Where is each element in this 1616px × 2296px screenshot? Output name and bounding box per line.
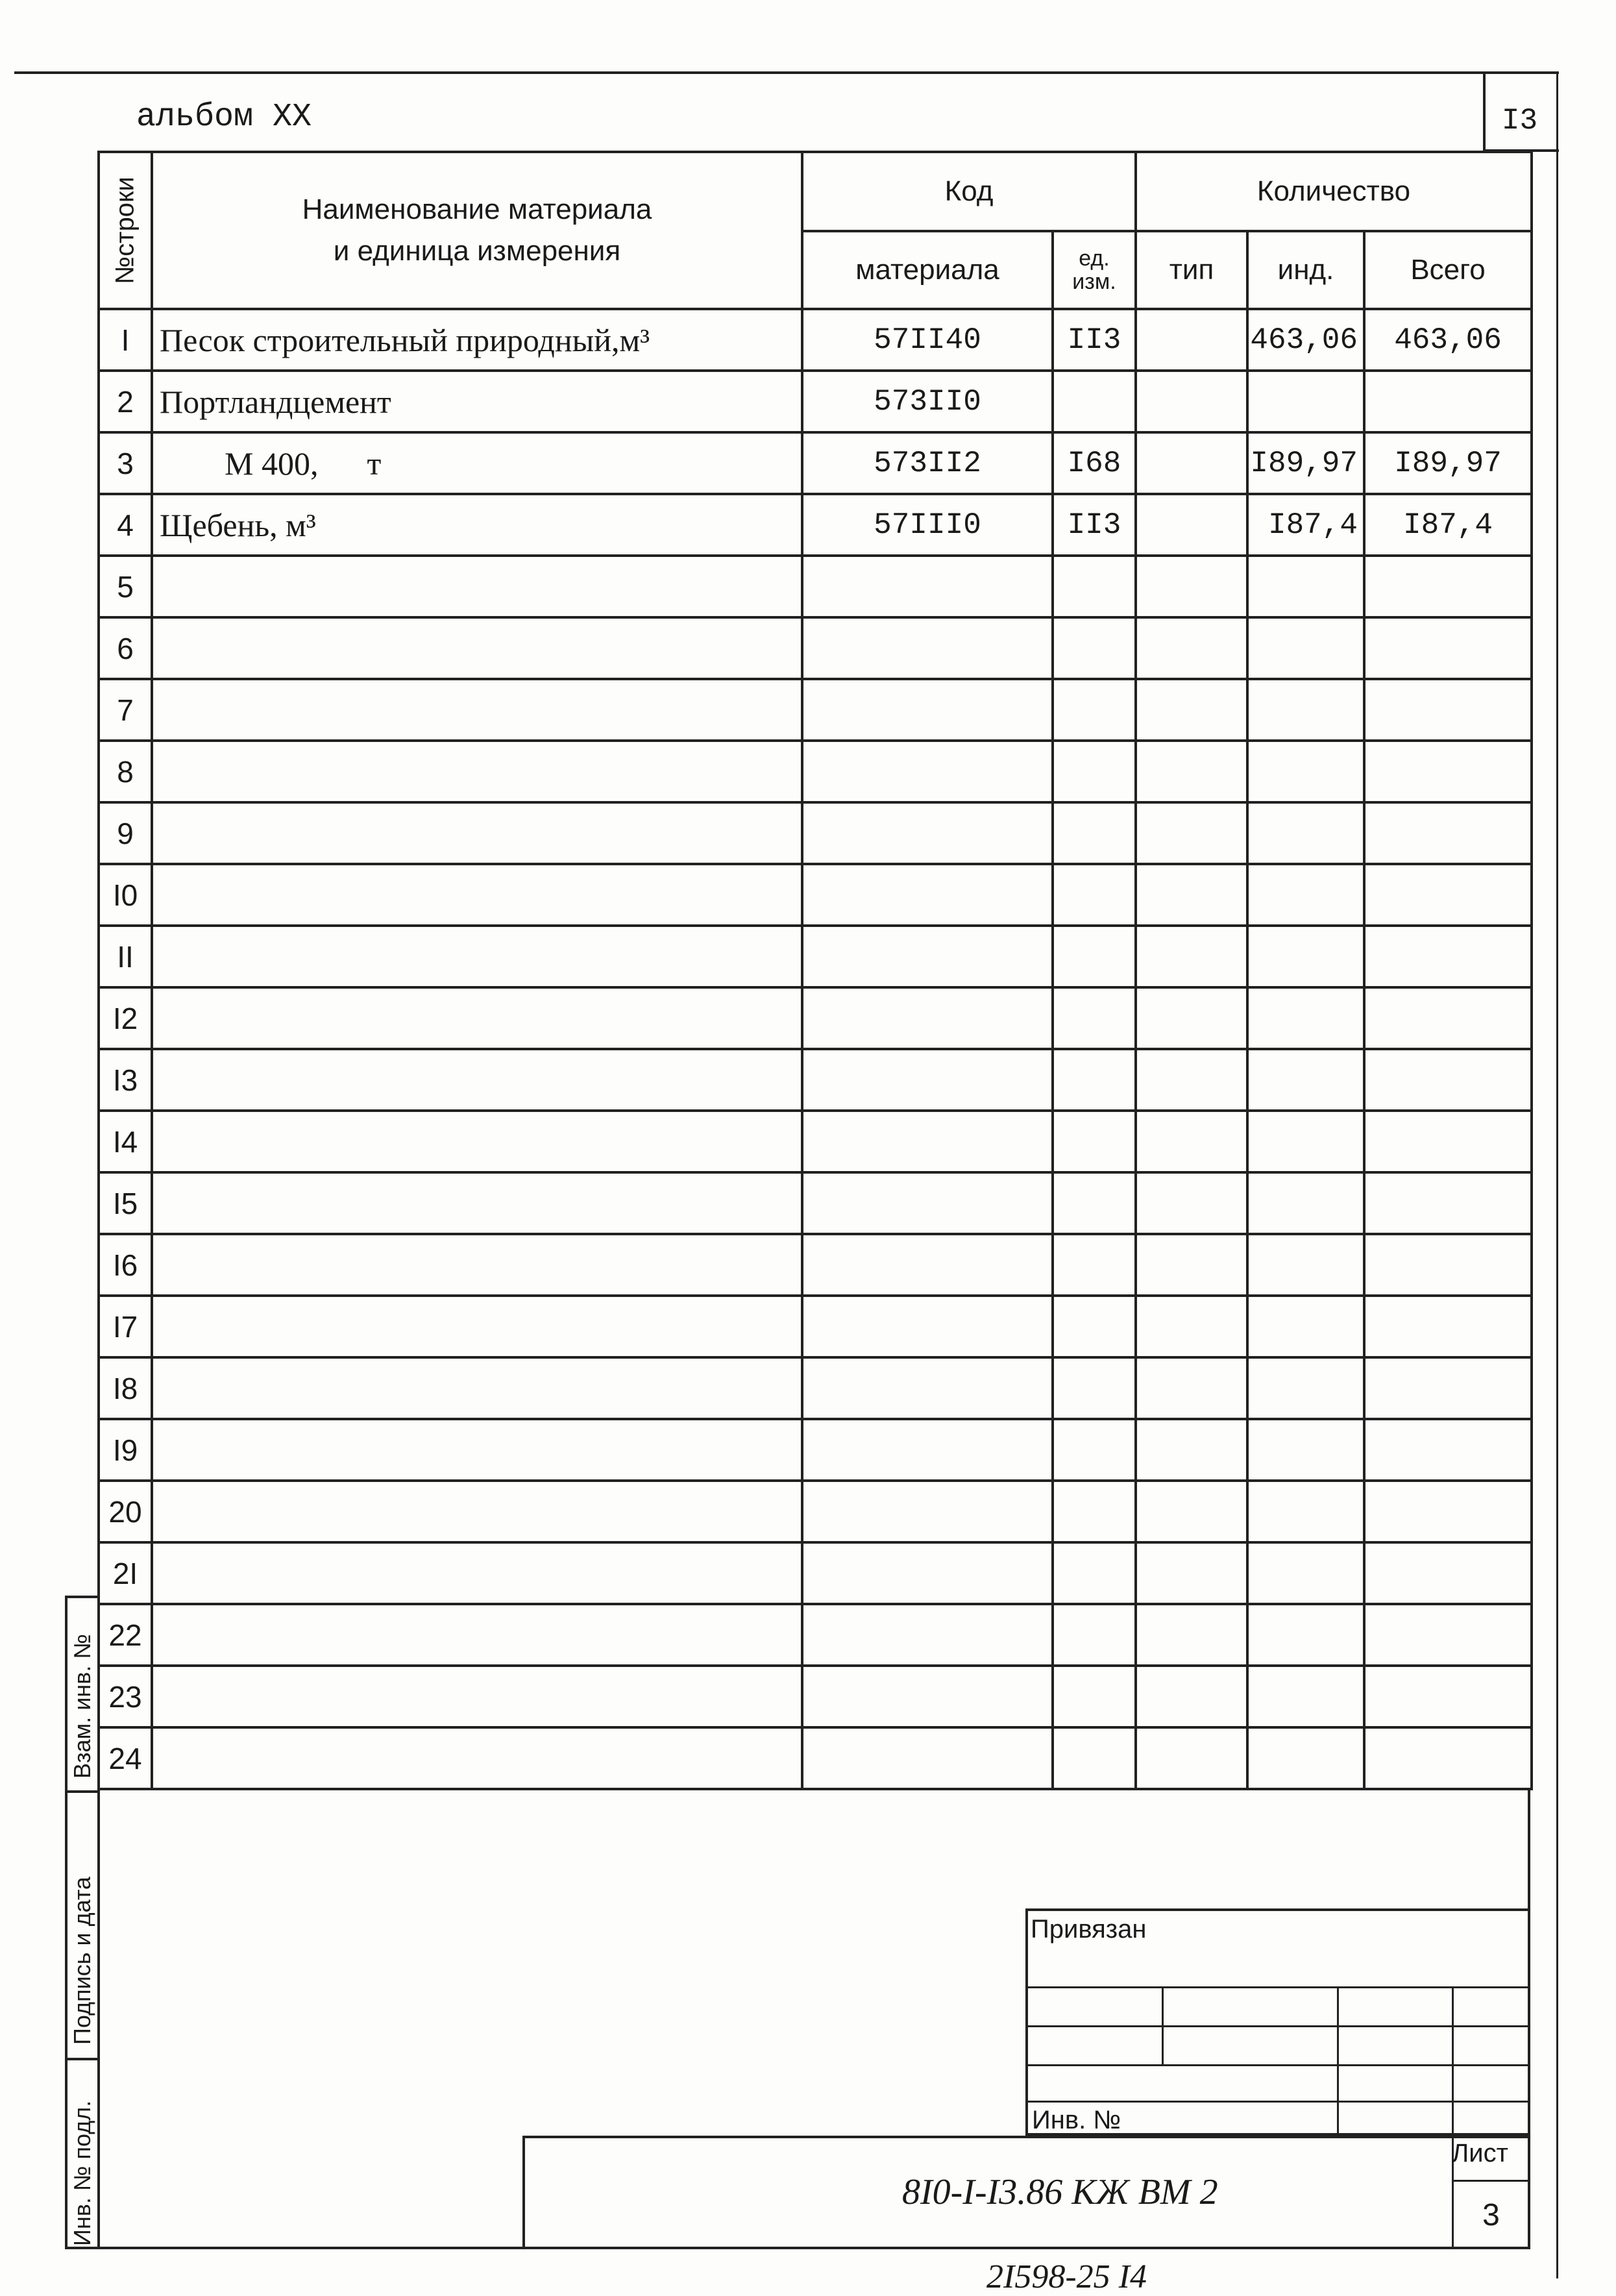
material-name-cell: Щебень, м³ bbox=[152, 494, 802, 556]
side-label-inv-podl: Инв. № подл. bbox=[69, 2100, 95, 2246]
row-number-cell: 20 bbox=[99, 1481, 152, 1542]
total-qty-cell bbox=[1364, 1666, 1532, 1727]
document-code: 8I0-I-I3.86 КЖ ВМ 2 bbox=[902, 2172, 1218, 2212]
table-row bbox=[99, 371, 1532, 432]
table-row bbox=[99, 1542, 1532, 1604]
total-header: Всего bbox=[1364, 231, 1532, 309]
material-name-cell bbox=[152, 741, 802, 802]
table-row bbox=[99, 1111, 1532, 1172]
material-name-cell bbox=[152, 987, 802, 1049]
table-row bbox=[99, 741, 1532, 802]
ind-qty-cell bbox=[1247, 1542, 1364, 1604]
type-qty-cell bbox=[1136, 987, 1247, 1049]
material-code-cell bbox=[802, 926, 1053, 987]
material-name-cell: Портландцемент bbox=[152, 371, 802, 432]
ind-qty-cell bbox=[1247, 1419, 1364, 1481]
row-number-cell: I0 bbox=[99, 864, 152, 926]
type-qty-cell bbox=[1136, 802, 1247, 864]
frame-top-line bbox=[14, 71, 1559, 74]
unit-code-cell bbox=[1053, 1542, 1136, 1604]
unit-code-cell bbox=[1053, 1666, 1136, 1727]
row-number-cell: 8 bbox=[99, 741, 152, 802]
total-qty-cell: I89,97 bbox=[1364, 432, 1532, 494]
type-qty-cell bbox=[1136, 1666, 1247, 1727]
material-name-cell bbox=[152, 1172, 802, 1234]
ind-qty-cell bbox=[1247, 556, 1364, 617]
row-number-cell: 3 bbox=[99, 432, 152, 494]
strip-divider bbox=[65, 1790, 97, 1793]
stamp-line bbox=[1025, 1986, 1530, 1988]
material-code-cell bbox=[802, 1542, 1053, 1604]
table-row bbox=[99, 309, 1532, 371]
table-row bbox=[99, 987, 1532, 1049]
total-qty-cell bbox=[1364, 1172, 1532, 1234]
ind-qty-cell bbox=[1247, 617, 1364, 679]
material-name-cell bbox=[152, 1542, 802, 1604]
ind-qty-cell bbox=[1247, 1172, 1364, 1234]
material-code-cell bbox=[802, 987, 1053, 1049]
material-code-cell bbox=[802, 1419, 1053, 1481]
inv-no-label: Инв. № bbox=[1032, 2106, 1121, 2134]
total-qty-cell bbox=[1364, 1357, 1532, 1419]
unit-code-cell: I68 bbox=[1053, 432, 1136, 494]
material-name-cell bbox=[152, 926, 802, 987]
unit-code-cell bbox=[1053, 556, 1136, 617]
row-number-cell: 2 bbox=[99, 371, 152, 432]
ind-qty-cell bbox=[1247, 926, 1364, 987]
total-qty-cell bbox=[1364, 802, 1532, 864]
row-number-cell: I7 bbox=[99, 1296, 152, 1357]
material-name-cell: М 400, т bbox=[152, 432, 802, 494]
total-qty-cell bbox=[1364, 1542, 1532, 1604]
album-title: альбом XX bbox=[136, 99, 312, 136]
unit-code-cell: II3 bbox=[1053, 309, 1136, 371]
material-code-cell bbox=[802, 1481, 1053, 1542]
type-qty-cell bbox=[1136, 309, 1247, 371]
total-qty-cell bbox=[1364, 987, 1532, 1049]
unit-code-cell bbox=[1053, 802, 1136, 864]
material-name-cell bbox=[152, 1111, 802, 1172]
unit-code-cell bbox=[1053, 679, 1136, 741]
ind-qty-cell: 463,06 bbox=[1247, 309, 1364, 371]
total-qty-cell bbox=[1364, 679, 1532, 741]
material-name-cell bbox=[152, 1604, 802, 1666]
type-qty-cell bbox=[1136, 1111, 1247, 1172]
type-qty-cell bbox=[1136, 432, 1247, 494]
ind-qty-cell bbox=[1247, 802, 1364, 864]
material-code-cell: 57II40 bbox=[802, 309, 1053, 371]
total-qty-cell bbox=[1364, 1727, 1532, 1789]
row-number-cell: 23 bbox=[99, 1666, 152, 1727]
material-code-cell bbox=[802, 1357, 1053, 1419]
stamp-line bbox=[1025, 2064, 1530, 2066]
ind-qty-cell bbox=[1247, 1481, 1364, 1542]
material-name-cell bbox=[152, 1419, 802, 1481]
material-name-cell bbox=[152, 1234, 802, 1296]
side-label-vzam: Взам. инв. № bbox=[69, 1633, 95, 1779]
type-qty-cell bbox=[1136, 1234, 1247, 1296]
table-row bbox=[99, 432, 1532, 494]
stamp-line bbox=[1452, 1986, 1454, 2136]
table-row bbox=[99, 679, 1532, 741]
ind-qty-cell bbox=[1247, 864, 1364, 926]
type-qty-cell bbox=[1136, 1727, 1247, 1789]
ind-qty-cell bbox=[1247, 987, 1364, 1049]
total-qty-cell: 463,06 bbox=[1364, 309, 1532, 371]
total-qty-cell bbox=[1364, 926, 1532, 987]
row-number-header: №строки bbox=[99, 152, 152, 309]
type-qty-cell bbox=[1136, 556, 1247, 617]
unit-code-cell bbox=[1053, 1111, 1136, 1172]
material-name-cell bbox=[152, 1727, 802, 1789]
unit-header: ед. изм. bbox=[1053, 231, 1136, 309]
material-code-header: материала bbox=[802, 231, 1053, 309]
material-code-cell: 573II2 bbox=[802, 432, 1053, 494]
frame-right-line bbox=[1556, 71, 1558, 2278]
ind-qty-cell bbox=[1247, 1604, 1364, 1666]
material-name-cell bbox=[152, 1481, 802, 1542]
page-number: I3 bbox=[1501, 104, 1538, 138]
table-body bbox=[99, 309, 1532, 1789]
material-name-cell bbox=[152, 679, 802, 741]
type-qty-cell bbox=[1136, 1481, 1247, 1542]
unit-code-cell bbox=[1053, 1296, 1136, 1357]
table-row bbox=[99, 1234, 1532, 1296]
table-row bbox=[99, 1604, 1532, 1666]
unit-code-cell bbox=[1053, 1357, 1136, 1419]
row-number-cell: II bbox=[99, 926, 152, 987]
row-number-cell: I5 bbox=[99, 1172, 152, 1234]
type-qty-cell bbox=[1136, 1357, 1247, 1419]
unit-code-cell bbox=[1053, 741, 1136, 802]
material-code-cell bbox=[802, 617, 1053, 679]
type-qty-cell bbox=[1136, 494, 1247, 556]
material-code-cell: 573II0 bbox=[802, 371, 1053, 432]
type-qty-cell bbox=[1136, 864, 1247, 926]
sheet-label: Лист bbox=[1452, 2139, 1508, 2167]
material-code-cell bbox=[802, 556, 1053, 617]
material-name-cell bbox=[152, 556, 802, 617]
total-qty-cell bbox=[1364, 1481, 1532, 1542]
ind-qty-cell bbox=[1247, 371, 1364, 432]
unit-code-cell bbox=[1053, 1049, 1136, 1111]
material-name-cell: Песок строительный природный,м³ bbox=[152, 309, 802, 371]
type-qty-cell bbox=[1136, 1296, 1247, 1357]
type-qty-cell bbox=[1136, 1604, 1247, 1666]
type-header: тип bbox=[1136, 231, 1247, 309]
table-row bbox=[99, 802, 1532, 864]
ind-qty-cell bbox=[1247, 1111, 1364, 1172]
material-code-cell bbox=[802, 1111, 1053, 1172]
stamp-line bbox=[1162, 1986, 1164, 2064]
ind-qty-cell bbox=[1247, 741, 1364, 802]
ind-qty-cell bbox=[1247, 1666, 1364, 1727]
table-row bbox=[99, 1296, 1532, 1357]
row-number-cell: I6 bbox=[99, 1234, 152, 1296]
total-qty-cell bbox=[1364, 1049, 1532, 1111]
material-name-cell bbox=[152, 617, 802, 679]
unit-code-cell bbox=[1053, 1234, 1136, 1296]
row-number-cell: 6 bbox=[99, 617, 152, 679]
total-qty-cell bbox=[1364, 1234, 1532, 1296]
material-code-cell bbox=[802, 1604, 1053, 1666]
table-row bbox=[99, 1666, 1532, 1727]
unit-code-cell bbox=[1053, 1419, 1136, 1481]
unit-code-cell bbox=[1053, 371, 1136, 432]
table-row bbox=[99, 926, 1532, 987]
ind-qty-cell bbox=[1247, 1049, 1364, 1111]
quantity-header: Количество bbox=[1136, 152, 1532, 231]
side-label-podpis: Подпись и дата bbox=[69, 1877, 95, 2045]
material-name-cell bbox=[152, 1296, 802, 1357]
footer-number: 2I598-25 I4 bbox=[986, 2258, 1147, 2295]
material-name-cell bbox=[152, 1666, 802, 1727]
row-number-cell: 2I bbox=[99, 1542, 152, 1604]
stamp-line bbox=[1025, 2101, 1530, 2103]
unit-code-cell bbox=[1053, 926, 1136, 987]
materials-table bbox=[97, 151, 1533, 1790]
row-number-cell: I3 bbox=[99, 1049, 152, 1111]
row-number-cell: 22 bbox=[99, 1604, 152, 1666]
material-code-cell bbox=[802, 1049, 1053, 1111]
unit-code-cell bbox=[1053, 1481, 1136, 1542]
privyazan-label: Привязан bbox=[1031, 1915, 1147, 1944]
unit-code-cell bbox=[1053, 617, 1136, 679]
ind-qty-cell bbox=[1247, 1357, 1364, 1419]
material-code-cell bbox=[802, 741, 1053, 802]
unit-code-cell bbox=[1053, 1727, 1136, 1789]
total-qty-cell bbox=[1364, 1419, 1532, 1481]
unit-code-cell bbox=[1053, 864, 1136, 926]
table-row bbox=[99, 494, 1532, 556]
table-row bbox=[99, 1727, 1532, 1789]
ind-header: инд. bbox=[1247, 231, 1364, 309]
total-qty-cell bbox=[1364, 371, 1532, 432]
material-name-header: Наименование материала и единица измерения bbox=[152, 152, 802, 309]
type-qty-cell bbox=[1136, 741, 1247, 802]
row-number-cell: I bbox=[99, 309, 152, 371]
code-header: Код bbox=[802, 152, 1136, 231]
total-qty-cell bbox=[1364, 617, 1532, 679]
material-code-cell bbox=[802, 679, 1053, 741]
type-qty-cell bbox=[1136, 1049, 1247, 1111]
unit-code-cell: II3 bbox=[1053, 494, 1136, 556]
table-row bbox=[99, 1049, 1532, 1111]
type-qty-cell bbox=[1136, 617, 1247, 679]
material-code-cell bbox=[802, 1666, 1053, 1727]
material-code-cell: 57III0 bbox=[802, 494, 1053, 556]
stamp-line bbox=[1452, 2180, 1530, 2182]
total-qty-cell bbox=[1364, 556, 1532, 617]
table-row bbox=[99, 1172, 1532, 1234]
stamp-line bbox=[1025, 2025, 1530, 2027]
material-name-cell bbox=[152, 864, 802, 926]
total-qty-cell bbox=[1364, 864, 1532, 926]
ind-qty-cell bbox=[1247, 1727, 1364, 1789]
type-qty-cell bbox=[1136, 926, 1247, 987]
ind-qty-cell: I89,97 bbox=[1247, 432, 1364, 494]
type-qty-cell bbox=[1136, 1172, 1247, 1234]
material-name-cell bbox=[152, 802, 802, 864]
table-row bbox=[99, 617, 1532, 679]
type-qty-cell bbox=[1136, 679, 1247, 741]
material-name-cell bbox=[152, 1357, 802, 1419]
unit-code-cell bbox=[1053, 1604, 1136, 1666]
type-qty-cell bbox=[1136, 1419, 1247, 1481]
material-code-cell bbox=[802, 1172, 1053, 1234]
unit-code-cell bbox=[1053, 987, 1136, 1049]
total-qty-cell: I87,4 bbox=[1364, 494, 1532, 556]
row-number-cell: 4 bbox=[99, 494, 152, 556]
strip-divider bbox=[65, 2058, 97, 2060]
total-qty-cell bbox=[1364, 1296, 1532, 1357]
row-number-cell: I9 bbox=[99, 1419, 152, 1481]
unit-code-cell bbox=[1053, 1172, 1136, 1234]
ind-qty-cell: I87,4 bbox=[1247, 494, 1364, 556]
material-code-cell bbox=[802, 864, 1053, 926]
table-row bbox=[99, 1419, 1532, 1481]
table-row bbox=[99, 1357, 1532, 1419]
table-row bbox=[99, 556, 1532, 617]
material-code-cell bbox=[802, 802, 1053, 864]
row-number-cell: 7 bbox=[99, 679, 152, 741]
ind-qty-cell bbox=[1247, 679, 1364, 741]
row-number-cell: I2 bbox=[99, 987, 152, 1049]
material-code-cell bbox=[802, 1296, 1053, 1357]
sheet-number: 3 bbox=[1482, 2198, 1500, 2232]
total-qty-cell bbox=[1364, 1604, 1532, 1666]
row-number-cell: I8 bbox=[99, 1357, 152, 1419]
row-number-cell: 9 bbox=[99, 802, 152, 864]
total-qty-cell bbox=[1364, 741, 1532, 802]
total-qty-cell bbox=[1364, 1111, 1532, 1172]
table-row bbox=[99, 1481, 1532, 1542]
row-number-cell: I4 bbox=[99, 1111, 152, 1172]
stamp-line bbox=[1337, 1986, 1339, 2136]
row-number-cell: 5 bbox=[99, 556, 152, 617]
ind-qty-cell bbox=[1247, 1296, 1364, 1357]
material-name-cell bbox=[152, 1049, 802, 1111]
material-code-cell bbox=[802, 1234, 1053, 1296]
material-code-cell bbox=[802, 1727, 1053, 1789]
row-number-cell: 24 bbox=[99, 1727, 152, 1789]
type-qty-cell bbox=[1136, 371, 1247, 432]
ind-qty-cell bbox=[1247, 1234, 1364, 1296]
table-row bbox=[99, 864, 1532, 926]
type-qty-cell bbox=[1136, 1542, 1247, 1604]
